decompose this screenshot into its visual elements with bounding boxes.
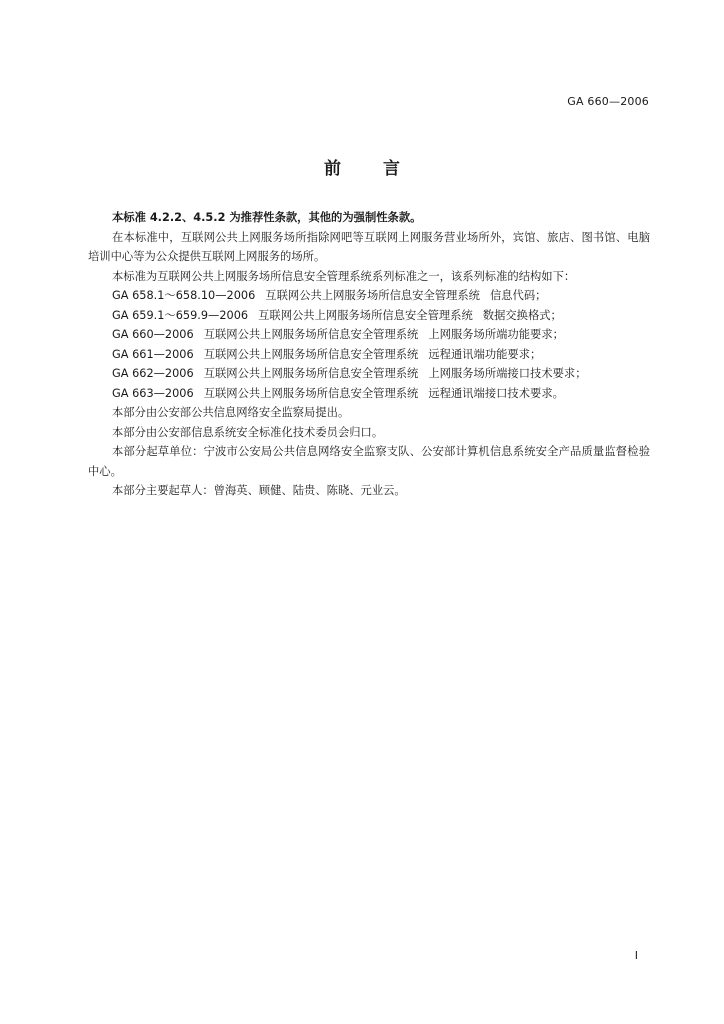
- standard-item: GA 663—2006 互联网公共上网服务场所信息安全管理系统 远程通讯端接口技术要求。: [112, 386, 564, 400]
- paragraph-definition: 在本标准中，互联网公共上网服务场所指除网吧等互联网上网服务营业场所外，宾馆、旅店、图书馆、电脑培训中心等为公众提供互联网上网服务的场所。: [88, 230, 650, 263]
- standards-list: [88, 286, 650, 403]
- paragraph-drafting-units: 本部分起草单位：宁波市公安局公共信息网络安全监察支队、公安部计算机信息系统安全产品质量监督检验中心。: [88, 445, 650, 478]
- paragraph-series-intro: 本标准为互联网公共上网服务场所信息安全管理系统系列标准之一，该系列标准的结构如下：: [112, 269, 576, 283]
- standard-item: GA 658.1～658.10—2006 互联网公共上网服务场所信息安全管理系统 信息代码；: [112, 289, 547, 302]
- page-number: I: [634, 949, 638, 962]
- standard-item: GA 660—2006 互联网公共上网服务场所信息安全管理系统 上网服务场所端功能要求；: [112, 328, 564, 341]
- paragraph-proposed-by: 本部分由公安部公共信息网络安全监察局提出。: [112, 406, 350, 419]
- standard-item: GA 659.1～659.9—2006 互联网公共上网服务场所信息安全管理系统 数据交换格式；: [112, 308, 562, 322]
- paragraph-recommended-clauses: 本标准 4.2.2、4.5.2 为推荐性条款，其他的为强制性条款。: [112, 211, 422, 224]
- paragraph-drafters: 本部分主要起草人：曾海英、顾健、陆贵、陈晓、元业云。: [112, 484, 406, 497]
- foreword-body: [88, 208, 650, 501]
- page-title: 前言: [324, 159, 442, 179]
- standard-item: GA 661—2006 互联网公共上网服务场所信息安全管理系统 远程通讯端功能要求；: [112, 347, 542, 361]
- standard-item: GA 662—2006 互联网公共上网服务场所信息安全管理系统 上网服务场所端接口技术要求；: [112, 367, 587, 380]
- standard-code-header: GA 660—2006: [567, 95, 649, 108]
- paragraph-centralized-by: 本部分由公安部信息系统安全标准化技术委员会归口。: [112, 425, 384, 439]
